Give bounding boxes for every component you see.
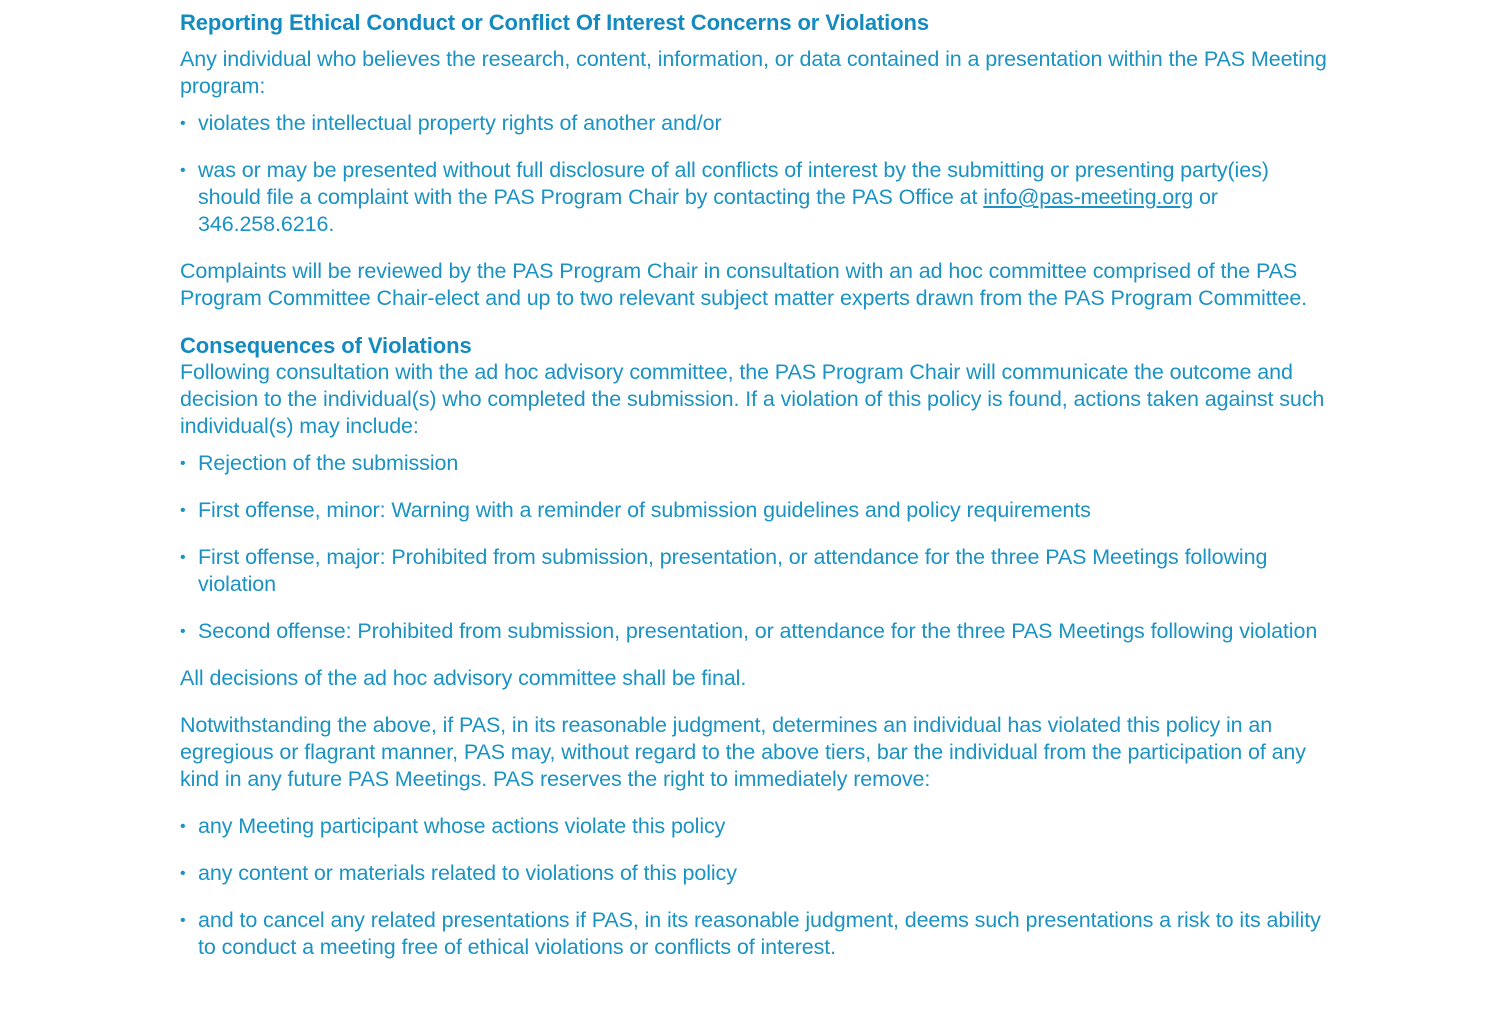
phone-text: or 346.258.6216. — [198, 185, 1218, 236]
section-heading-consequences: Consequences of Violations — [180, 333, 472, 358]
bullet-icon: • — [180, 502, 186, 519]
notwithstanding-paragraph: Notwithstanding the above, if PAS, in its reasonable judgment, determines an individual has violated this policy in an egregious or flagrant manner, PAS may, without regard to the above tiers, bar the individual from the participation of any kind in any future PAS Meetings. PAS reserves the right to immediately remove: — [180, 713, 1306, 791]
list-item — [180, 497, 1330, 524]
list-item-text: was or may be presented without full disclosure of all conflicts of interest by the submitting or presenting party(ies) should file a complaint with the PAS Program Chair by contacting the PAS Office at — [198, 158, 1269, 209]
bullet-icon: • — [180, 818, 186, 835]
list-item — [180, 813, 1330, 840]
review-paragraph: Complaints will be reviewed by the PAS Program Chair in consultation with an ad hoc committee comprised of the PAS Program Committee Chair-elect and up to two relevant subject matter experts drawn from the PAS Program Committee. — [180, 259, 1308, 310]
final-decision-paragraph: All decisions of the ad hoc advisory committee shall be final. — [180, 666, 747, 690]
list-item — [180, 450, 1330, 477]
bullet-icon: • — [180, 549, 186, 566]
list-item-text: Rejection of the submission — [198, 451, 459, 475]
bullet-icon: • — [180, 115, 186, 132]
list-item — [180, 860, 1330, 887]
remove-bullet-list — [180, 813, 1330, 961]
bullet-icon: • — [180, 162, 186, 179]
list-item — [180, 110, 1330, 137]
list-item-text: First offense, major: Prohibited from submission, presentation, or attendance for the three PAS Meetings following violation — [198, 545, 1268, 596]
bullet-icon: • — [180, 623, 186, 640]
bullet-icon: • — [180, 912, 186, 929]
email-link[interactable]: info@pas-meeting.org — [983, 185, 1194, 209]
consequences-intro: Following consultation with the ad hoc advisory committee, the PAS Program Chair will communicate the outcome and decision to the individual(s) who completed the submission. If a violation of this policy is found, actions taken against such individual(s) may include: — [180, 360, 1325, 438]
list-item — [180, 618, 1330, 645]
list-item — [180, 157, 1330, 238]
consequences-bullet-list — [180, 450, 1330, 645]
list-item-text: any Meeting participant whose actions violate this policy — [198, 814, 726, 838]
list-item-text: violates the intellectual property rights of another and/or — [198, 111, 722, 135]
policy-document — [180, 9, 1330, 961]
section-heading-reporting: Reporting Ethical Conduct or Conflict Of Interest Concerns or Violations — [180, 10, 930, 35]
list-item-text: and to cancel any related presentations if PAS, in its reasonable judgment, deems such presentations a risk to its ability to conduct a meeting free of ethical violations or conflicts of interest. — [198, 908, 1321, 959]
list-item-text: any content or materials related to violations of this policy — [198, 861, 737, 885]
list-item-text: First offense, minor: Warning with a reminder of submission guidelines and policy requirements — [198, 498, 1091, 522]
reporting-bullet-list — [180, 110, 1330, 238]
list-item — [180, 907, 1330, 961]
bullet-icon: • — [180, 865, 186, 882]
list-item — [180, 544, 1330, 598]
list-item-text: Second offense: Prohibited from submission, presentation, or attendance for the three PAS Meetings following violation — [198, 619, 1318, 643]
reporting-intro: Any individual who believes the research, content, information, or data contained in a presentation within the PAS Meeting program: — [180, 47, 1327, 98]
bullet-icon: • — [180, 455, 186, 472]
